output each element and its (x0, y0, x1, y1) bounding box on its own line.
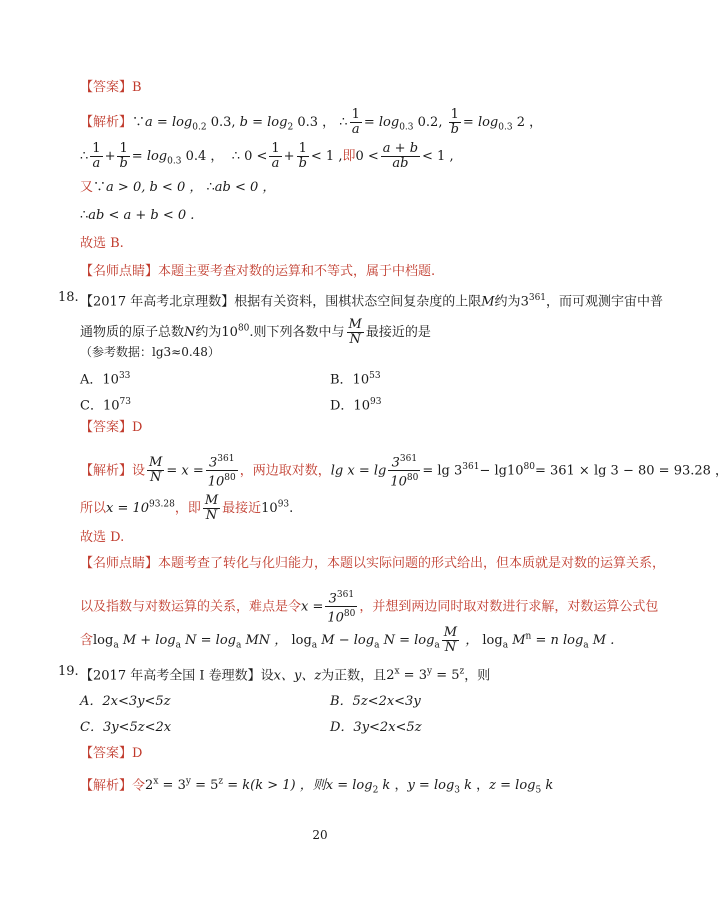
q19-answer: 【答案】D (80, 746, 143, 761)
question-number-18: 18. (58, 290, 79, 305)
q18-option-d: D．$10^{93}$ (330, 397, 382, 414)
q19-option-d: D．3y<2x<5z (330, 720, 422, 735)
page-number: 20 (312, 828, 328, 842)
q18-option-a: A．$10^{33}$ (80, 371, 131, 388)
analysis-line-3: 又∵a > 0, b < 0 ， ∴ab < 0 ， (80, 180, 276, 195)
q18-analysis-line-2: 所以$x = 10^{93.28}$，即 $\frac{M}{N}$ 最接近$10^{93}$. (80, 493, 294, 523)
q18-option-b: B．$10^{53}$ (330, 371, 381, 388)
q19-option-a: A．2x<3y<5z (80, 694, 171, 709)
answer-tag: 【答案】 (80, 80, 133, 95)
q18-text-line-2: 通物质的原子总数N约为$10^{80}$.则下列各数中与 $\frac{M}{N}$ 最接近的是 (80, 317, 431, 347)
q19-option-c: C．3y<5z<2x (80, 720, 172, 735)
choose-line-1: 故选 B. (80, 236, 124, 251)
question-number-19: 19. (58, 664, 79, 679)
answer-value: B (132, 80, 142, 95)
q18-reference: （参考数据：lg3≈0.48） (80, 345, 220, 359)
analysis-line-1: 【解析】∵a = $\log_{0.2} 0.3$, $b = \log_2 0.3$ ， ∴ $\frac{1}{a}$ = $\log_{0.3} 0.2$, $\frac{1}{b}$ = $\log_{0.3} 2$ ， (80, 107, 543, 137)
q18-option-c: C．$10^{73}$ (80, 397, 131, 414)
comment-line-1: 【名师点睛】本题主要考查对数的运算和不等式，属于中档题. (80, 264, 436, 279)
q18-comment-line-1: 【名师点睛】本题考查了转化与化归能力，本题以实际问题的形式给出，但本质就是对数的运算关系， (80, 556, 666, 571)
analysis-line-2: ∴ $\frac{1}{a}$ + $\frac{1}{b}$ = $\log_{0.3} 0.4$ ， ∴ 0 < $\frac{1}{a}$ + $\frac{1}{b}$ < 1 ,即0 < $\frac{a + b}{ab}$ < 1 , (80, 141, 454, 171)
q18-choose: 故选 D. (80, 530, 125, 545)
answer-line-1 (80, 78, 142, 98)
q19-text: 【2017 年高考全国 I 卷理数】设x、y、z为正数，且$2^x = 3^y = 5^z$，则 (80, 667, 491, 684)
q18-text-line-1: 【2017 年高考北京理数】根据有关资料，围棋状态空间复杂度的上限M约为$3^{361}$，而可观测宇宙中普 (80, 293, 664, 310)
analysis-tag: 【解析】 (80, 115, 133, 130)
q19-analysis: 【解析】令$2^x = 3^y = 5^z = k(k > 1)$ ，则$x = \log_2 k$ ，$y = \log_3 k$ ，$z = \log_5 k$ (80, 777, 554, 796)
q18-answer: 【答案】D (80, 420, 143, 435)
analysis-line-4: ∴ab < a + b < 0 . (80, 208, 195, 223)
q19-option-b: B．5z<2x<3y (330, 694, 421, 709)
q18-comment-line-2: 以及指数与对数运算的关系，难点是令x = $\frac{3^{361}}{10^{80}}$ ，并想到两边同时取对数进行求解，对数运算公式包 (80, 590, 659, 626)
q18-comment-line-3: 含$\log_a M + \log_a N = \log_a$ MN ， $\log_a M - \log_a N = \log_a$ $\frac{M}{N}$ ， $\log_a M^n = n$ $\log_a M$ . (80, 625, 615, 655)
q18-analysis-line-1: 【解析】设 $\frac{M}{N}$ = x = $\frac{3^{361}}{10^{80}}$ ，两边取对数，lg x = lg $\frac{3^{361}}{10^{80}}$ = $\lg 3^{361}- \lg 10^{80}= 361 \times \lg 3 - 80 = 93.28$ ， (80, 454, 728, 490)
